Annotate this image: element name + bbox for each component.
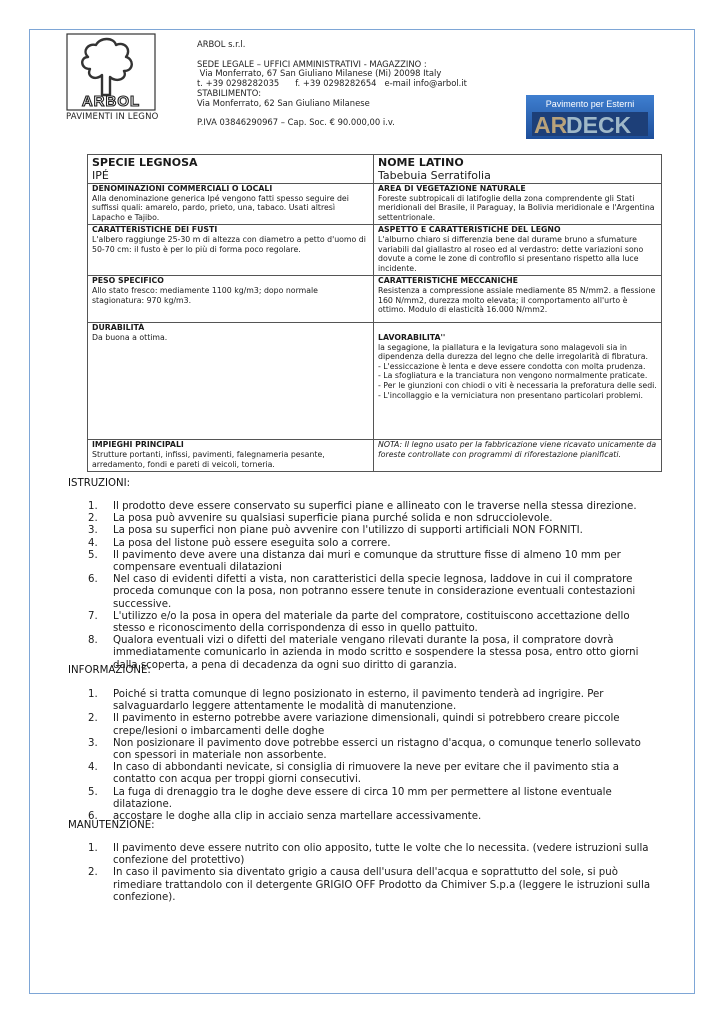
informazione-title: INFORMAZIONE: <box>68 665 151 676</box>
list-item: 2. La posa può avvenire su qualsiasi superficie piana purché solida e non sdrucciolevole. <box>88 513 553 525</box>
cell-text: Strutture portanti, infissi, pavimenti, falegnameria pesante, arredamento, fondi e pareti di veicoli, torneria. <box>92 449 325 469</box>
cell-text: la segagione, la piallatura e la levigatura sono malagevoli sia in dipendenza della durezza del legno che delle irregolarità di fibratura. - L'essiccazione è lenta e deve essere condotta con molta prudenza. - La sfogliatura e la tranciatura non vengono normalmente praticate. - Per le giunzioni con chiodi o viti è necessaria la preforatura delle sedi. - L'incollaggio e la verniciatura non presentano particolari problemi. <box>378 342 657 400</box>
table-cell <box>88 440 374 472</box>
table-row <box>88 440 662 472</box>
latin-label: NOME LATINO <box>378 156 464 169</box>
species-cell <box>88 155 374 184</box>
list-item: 3. La posa su superfici non piane può avvenire con l'utilizzo di supporti artificiali NON FORNITI. <box>88 525 583 537</box>
table-cell <box>374 440 662 472</box>
company-line: Via Monferrato, 67 San Giuliano Milanese (Mi) 20098 Italy <box>197 68 442 79</box>
company-info <box>197 40 467 128</box>
cell-text: Resistenza a compressione assiale mediamente 85 N/mm2. a flessione 160 N/mm2, durezza molto elevata; il comportamento all'urto è ottimo. Modulo di elasticità 16.000 N/mm2. <box>378 285 656 315</box>
cell-title: DENOMINAZIONI COMMERCIALI O LOCALI <box>92 184 273 193</box>
table-cell <box>88 184 374 225</box>
cell-title: ASPETTO E CARATTERISTICHE DEL LEGNO <box>378 225 561 235</box>
table-row <box>88 276 662 323</box>
company-line: Via Monferrato, 62 San Giuliano Milanese <box>197 97 370 108</box>
cell-text: Da buona a ottima. <box>92 332 168 342</box>
table-cell <box>88 276 374 323</box>
list-item: 1. Il prodotto deve essere conservato su superfici piane e allineato con le traverse nella stessa direzione. <box>88 501 637 512</box>
table-row <box>88 184 662 225</box>
table-row <box>88 323 662 440</box>
cell-title: IMPIEGHI PRINCIPALI <box>92 440 184 450</box>
list-item: 2. Il pavimento in esterno potrebbe avere variazione dimensionali, quindi si potrebbero creare piccole crepe/lesioni o imbarcamenti delle doghe <box>88 713 620 737</box>
list-item: 1. Il pavimento deve essere nutrito con olio apposito, tutte le volte che lo necessita. (vedere istruzioni sulla confezione del protettivo) <box>88 843 649 867</box>
table-cell <box>88 323 374 440</box>
list-item: 7. L'utilizzo e/o la posa in opera del materiale da parte del compratore, costituiscono accettazione dello stesso e riconoscimento della corrispondenza di esso in quello pattuito. <box>88 610 630 635</box>
list-item: 5. Il pavimento deve avere una distanza dai muri e comunque da strutture fisse di almeno 10 mm per compensare eventuali dilatazioni <box>88 549 621 574</box>
logo-caption: PAVIMENTI IN LEGNO <box>66 112 159 122</box>
list-item: 4. La posa del listone può essere eseguita solo a correre. <box>88 537 391 549</box>
cell-text: L'alburno chiaro si differenzia bene dal durame bruno a sfumature variabili dal giallastro al roseo ed al verdastro: dette variazioni sono dovute a come le zone di controfilo si presentano rispetto alla luce incidente. <box>378 234 644 273</box>
cell-title: PESO SPECIFICO <box>92 276 164 286</box>
list-item: 3. Non posizionare il pavimento dove potrebbe esserci un ristagno d'acqua, o comunque tenerlo sollevato con spessori in materiale non assorbente. <box>88 737 641 762</box>
company-line: t. +39 0298282035 f. +39 0298282654 e-mail info@arbol.it <box>197 78 467 89</box>
latin-cell <box>374 155 662 184</box>
cell-title: DURABILITÀ <box>92 323 145 333</box>
list-item: 8. Qualora eventuali vizi o difetti del materiale vengano rilevati durante la posa, il compratore dovrà immediatamente comunicarlo in azienda in modo scritto e sospendere la stessa posa, entro otto giorni dalla scoperta, a pena di decadenza da ogni suo diritto di garanzia. <box>88 635 639 671</box>
badge-brand-ar: AR <box>534 112 568 138</box>
cell-text: Alla denominazione generica Ipé vengono fatti spesso seguire dei suffissi quali: amarelo, pardo, prieto, una, tabaco. Usati altresì Lapacho e Tajibo. <box>92 193 349 222</box>
table-cell <box>374 323 662 440</box>
latin-value: Tabebuia Serratifolia <box>378 169 491 182</box>
badge-subtitle: Pavimento per Esterni <box>545 99 635 109</box>
manutenzione-list <box>68 843 658 904</box>
table-row <box>88 225 662 276</box>
species-table <box>87 154 662 472</box>
company-line: SEDE LEGALE – UFFICI AMMINISTRATIVI - MAGAZZINO : <box>197 58 427 69</box>
cell-text: L'albero raggiunge 25-30 m di altezza con diametro a petto d'uomo di 50-70 cm: il fusto è per lo più di forma poco regolare. <box>92 234 366 254</box>
istruzioni-list <box>68 501 658 672</box>
cell-title: LAVORABILITA'' <box>378 332 446 342</box>
company-line: STABILIMENTO: <box>197 87 262 98</box>
cell-title: AREA DI VEGETAZIONE NATURALE <box>378 184 526 193</box>
note-text: NOTA: Il legno usato per la fabbricazione viene ricavato unicamente da foreste controllate con programmi di riforestazione pianificati. <box>378 440 657 459</box>
cell-title: CARATTERISTICHE MECCANICHE <box>378 276 518 286</box>
list-item: 4. In caso di abbondanti nevicate, si consiglia di rimuovere la neve per evitare che il pavimento stia a contatto con acqua per troppi giorni consecutivi. <box>88 762 620 786</box>
table-cell <box>374 184 662 225</box>
cell-text: Foreste subtropicali di latifoglie della zona comprendente gli Stati meridionali del Brasile, il Paraguay, la Bolivia meridionale e l'Argentina settentrionale. <box>378 193 655 222</box>
company-line: ARBOL s.r.l. <box>197 39 246 49</box>
species-label: SPECIE LEGNOSA <box>92 156 198 169</box>
istruzioni-title: ISTRUZIONI: <box>68 478 131 489</box>
logo-brand-text: ARBOL <box>81 93 141 110</box>
list-item: 6. Nel caso di evidenti difetti a vista, non caratteristici della specie legnosa, laddove in cui il compratore proceda comunque con la posa, non potranno essere tenute in considerazione eventuali contestazioni successive. <box>88 574 636 610</box>
list-item: 6. accostare le doghe alla clip in acciaio senza martellare accessivamente. <box>88 811 482 823</box>
cell-title: CARATTERISTICHE DEI FUSTI <box>92 225 218 235</box>
badge-brand-deck: DECK <box>566 112 632 138</box>
table-cell <box>374 276 662 323</box>
species-value: IPÉ <box>92 169 109 182</box>
company-line: P.IVA 03846290967 – Cap. Soc. € 90.000,00 i.v. <box>197 117 395 128</box>
list-item: 2. In caso il pavimento sia diventato grigio a causa dell'usura dell'acqua e soprattutto del sole, si può rimediare trattandolo con il detergente GRIGIO OFF Prodotto da Chimiver S.p.a (leggere le istruzioni sulla confezione). <box>88 867 651 903</box>
table-cell <box>374 225 662 276</box>
table-header-row <box>88 155 662 184</box>
manutenzione-title: MANUTENZIONE: <box>68 820 155 831</box>
informazione-list <box>68 689 658 823</box>
ardeck-badge <box>526 95 654 139</box>
cell-text: Allo stato fresco: mediamente 1100 kg/m3; dopo normale stagionatura: 970 kg/m3. <box>92 285 318 305</box>
list-item: 1. Poiché si tratta comunque di legno posizionato in esterno, il pavimento tenderà ad ingrigire. Per salvaguardarlo leggere attentamente le modalità di manutenzione. <box>88 689 604 713</box>
list-item: 5. La fuga di drenaggio tra le doghe deve essere di circa 10 mm per permettere al listone eventuale dilatazione. <box>88 786 612 810</box>
table-cell <box>88 225 374 276</box>
